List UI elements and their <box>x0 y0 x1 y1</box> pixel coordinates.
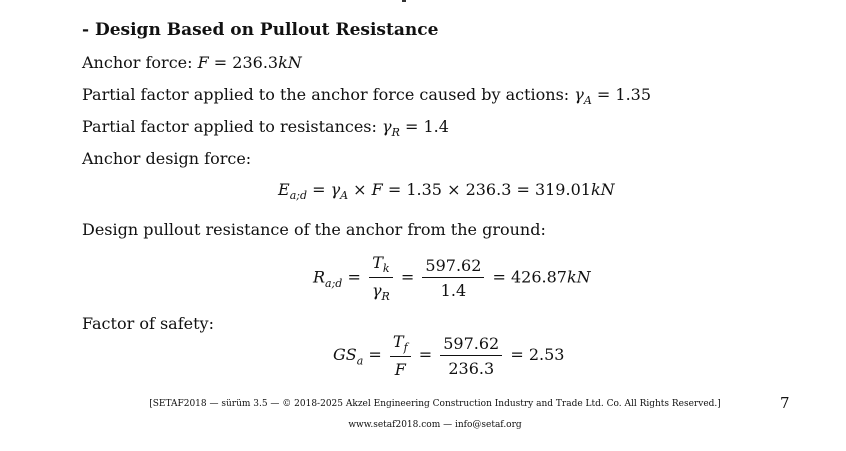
fraction-denominator: F <box>394 360 406 380</box>
page-number: 7 <box>780 394 790 412</box>
safety-label: Factor of safety: <box>82 314 214 333</box>
pullout-result: = 426.87 <box>487 267 567 287</box>
f-symbol-eq: F <box>371 180 383 199</box>
partial-resist-label: Partial factor applied to resistances: <box>82 117 377 136</box>
pullout-equation <box>313 253 591 303</box>
ead-sub: a;d <box>289 189 307 203</box>
equals-sign: = <box>368 345 382 365</box>
design-force-result: = 1.35 × 236.3 = 319.01 <box>382 180 591 199</box>
fraction-numerator: $T_k$ <box>369 253 393 278</box>
design-force-label: Anchor design force: <box>82 149 252 168</box>
fraction-denominator: 1.4 <box>440 281 467 301</box>
equals-sign: = <box>400 267 415 287</box>
gamma-a-symbol: γ <box>574 85 584 104</box>
numeric-fraction <box>422 256 484 300</box>
equals-sign: = <box>418 345 433 365</box>
footer-copyright: [SETAF2018 — sürüm 3.5 — © 2018-2025 Akzel Engineering Construction Industry and Trade Ltd. Co. All Rights Reserved.] <box>149 399 721 409</box>
tk-over-gamma-fraction <box>369 253 393 303</box>
anchor-force-line <box>82 53 302 72</box>
footer-contact: www.setaf2018.com — info@setaf.org <box>348 420 522 430</box>
section-heading: - Design Based on Pullout Resistance <box>82 20 439 40</box>
anchor-force-unit: kN <box>278 53 302 72</box>
pullout-label: Design pullout resistance of the anchor from the ground: <box>82 220 546 239</box>
fraction-denominator: 236.3 <box>448 358 495 378</box>
ead-symbol: E <box>278 180 290 199</box>
pullout-unit: kN <box>566 267 591 287</box>
fraction-denominator: $\gamma_R$ <box>371 281 390 304</box>
gamma-a-sub: A <box>583 94 592 108</box>
tf-over-f-fraction <box>390 332 411 379</box>
safety-equation <box>333 332 564 379</box>
page-top-mark <box>402 0 406 2</box>
gamma-a-value: = 1.35 <box>591 85 652 104</box>
fraction-numerator: 597.62 <box>440 334 502 356</box>
gs-sub: a <box>356 354 364 368</box>
gs-symbol: GS <box>333 345 357 365</box>
gamma-r-value: = 1.4 <box>399 117 449 136</box>
numeric-fraction <box>440 334 502 378</box>
rad-symbol: R <box>313 267 326 287</box>
partial-action-label: Partial factor applied to the anchor force caused by actions: <box>82 85 570 104</box>
anchor-force-label: Anchor force: <box>82 53 193 72</box>
equals-sign: = <box>307 180 331 199</box>
design-force-unit: kN <box>590 180 615 199</box>
times-sign: × <box>348 180 372 199</box>
gamma-a-symbol-eq: γ <box>330 180 341 199</box>
fraction-numerator: $T_f$ <box>390 332 411 357</box>
safety-result: = 2.53 <box>505 345 565 365</box>
equals-sign: = <box>347 267 361 287</box>
partial-action-line <box>82 85 651 107</box>
design-force-equation <box>278 180 615 202</box>
rad-sub: a;d <box>325 276 343 290</box>
fraction-numerator: 597.62 <box>422 256 484 278</box>
anchor-force-symbol: F <box>197 53 209 72</box>
gamma-r-sub: R <box>391 126 400 140</box>
gamma-a-sub-eq: A <box>340 189 349 203</box>
gamma-r-symbol: γ <box>382 117 392 136</box>
partial-resist-line <box>82 117 449 139</box>
anchor-force-value: = 236.3 <box>208 53 279 72</box>
